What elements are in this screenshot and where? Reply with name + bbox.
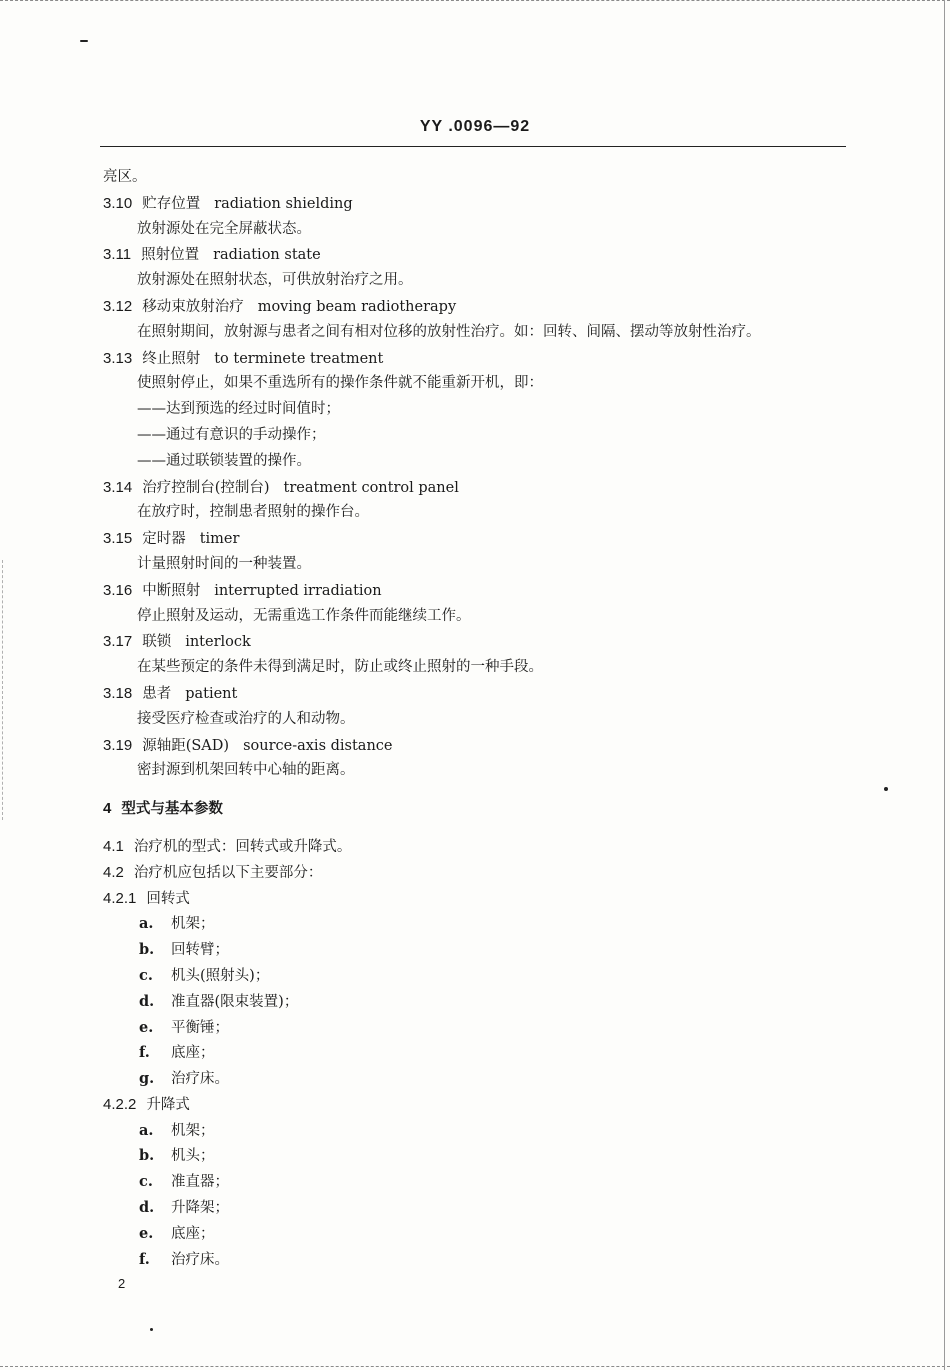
clause-number: 3.19: [103, 736, 133, 754]
clause-text: 治疗机应包括以下主要部分：: [133, 864, 323, 881]
list-item: [103, 1015, 883, 1041]
term-english: radiation state: [213, 247, 321, 264]
clause-number: 3.18: [103, 684, 133, 702]
clause-number: 4.2: [103, 863, 124, 881]
clause-number: 3.11: [103, 246, 132, 264]
term-heading: [103, 191, 883, 217]
term-chinese: 联锁: [142, 634, 172, 651]
term-chinese: 中断照射: [142, 582, 201, 599]
list-item: [103, 1143, 883, 1169]
list-item-letter: f.: [139, 1044, 150, 1062]
clause-number: 3.10: [103, 194, 133, 212]
scan-edge-right: [944, 0, 945, 1370]
clause-number: 3.13: [103, 349, 133, 367]
term-english: moving beam radiotherapy: [257, 298, 457, 315]
list-item: [103, 1118, 883, 1144]
term-chinese: 终止照射: [142, 350, 201, 367]
definition-text: ——通过联锁装置的操作。: [137, 452, 311, 469]
list-item-letter: c.: [139, 1173, 153, 1191]
clause-number: 4.1: [103, 837, 124, 855]
term-chinese: 照射位置: [141, 247, 200, 264]
term-heading: [103, 526, 883, 552]
definition-text: 在照射期间，放射源与患者之间有相对位移的放射性治疗。如：回转、间隔、摆动等放射性治疗。: [137, 323, 761, 340]
definition-text: ——通过有意识的手动操作；: [137, 426, 326, 443]
term-english: to terminete treatment: [214, 350, 384, 367]
term-english: interrupted irradiation: [214, 582, 382, 599]
clause-line: [103, 886, 883, 912]
list-item: [103, 1221, 883, 1247]
standard-number-header: YY .0096—92: [419, 118, 531, 135]
clause-line: [103, 834, 883, 860]
list-item-letter: e.: [139, 1018, 154, 1036]
clause-text: 回转式: [146, 890, 190, 907]
list-item-letter: f.: [139, 1250, 150, 1268]
scan-speck: [150, 1328, 153, 1331]
clause-number: 3.12: [103, 297, 133, 315]
term-chinese: 治疗控制台(控制台): [142, 479, 270, 496]
definition-text: 接受医疗检查或治疗的人和动物。: [137, 710, 355, 727]
list-item-letter: d.: [139, 992, 155, 1010]
term-chinese: 移动束放射治疗: [142, 298, 244, 315]
list-item: [103, 1169, 883, 1195]
list-item-text: 机架；: [171, 916, 215, 933]
scan-edge-bottom: [0, 1366, 950, 1367]
clause-text: 治疗机的型式：回转式或升降式。: [133, 838, 352, 855]
list-item-text: 底座；: [171, 1225, 215, 1242]
list-item: [103, 911, 883, 937]
definition-text: 使照射停止，如果不重选所有的操作条件就不能重新开机，即：: [137, 375, 543, 392]
list-item-letter: d.: [139, 1199, 155, 1217]
section-heading: [103, 796, 883, 822]
clause-line: [103, 860, 883, 886]
term-heading: [103, 629, 883, 655]
definition-text: 计量照射时间的一种装置。: [137, 555, 311, 572]
definition-text: 放射源处在完全屏蔽状态。: [137, 220, 311, 237]
clause-number: 3.16: [103, 581, 133, 599]
clause-number: 4.2.1: [103, 889, 137, 907]
definition-text: 停止照射及运动，无需重选工作条件而能继续工作。: [137, 607, 471, 624]
term-english: source-axis distance: [243, 737, 393, 754]
term-heading: [103, 681, 883, 707]
scan-edge-left: [2, 560, 3, 820]
vertical-gap: [103, 822, 883, 834]
list-item: [103, 963, 883, 989]
term-heading: [103, 475, 883, 501]
term-chinese: 源轴距(SAD): [142, 737, 230, 754]
list-item-text: 底座；: [171, 1045, 215, 1062]
list-item-letter: g.: [139, 1070, 155, 1088]
definition-text: 放射源处在照射状态，可供放射治疗之用。: [137, 272, 413, 289]
term-chinese: 贮存位置: [142, 195, 201, 212]
scan-edge-top: [0, 0, 950, 1]
list-item-letter: b.: [139, 1147, 155, 1165]
term-chinese: 患者: [142, 685, 172, 702]
term-english: treatment control panel: [283, 479, 459, 496]
vertical-gap: [103, 784, 883, 796]
list-item-text: 回转臂；: [171, 942, 229, 959]
clause-number: 3.17: [103, 633, 133, 651]
term-chinese: 定时器: [142, 531, 186, 548]
list-item-text: 治疗床。: [171, 1071, 229, 1088]
definition-text: 在放疗时，控制患者照射的操作台。: [137, 504, 369, 521]
list-item-text: 准直器；: [171, 1174, 229, 1191]
section-number: 4: [103, 800, 112, 818]
list-item-text: 平衡锤；: [171, 1019, 229, 1036]
term-heading: [103, 578, 883, 604]
list-item-text: 治疗床。: [171, 1251, 229, 1268]
term-english: radiation shielding: [214, 195, 353, 212]
list-item-text: 升降架；: [171, 1200, 229, 1217]
clause-number: 3.15: [103, 530, 133, 548]
term-english: patient: [185, 685, 238, 702]
page-number: 2: [118, 1276, 126, 1291]
clause-number: 4.2.2: [103, 1095, 137, 1113]
list-item-letter: c.: [139, 966, 153, 984]
definition-text: ——达到预选的经过时间值时；: [137, 401, 340, 418]
list-item-text: 机头；: [171, 1148, 215, 1165]
list-item: [103, 1066, 883, 1092]
list-item-letter: b.: [139, 941, 155, 959]
list-item-text: 机架；: [171, 1122, 215, 1139]
document-body: [103, 165, 883, 1272]
term-heading: [103, 733, 883, 759]
header-rule: [100, 146, 846, 147]
list-item-letter: e.: [139, 1224, 154, 1242]
scan-speck: [80, 40, 88, 42]
list-item: [103, 937, 883, 963]
term-english: interlock: [185, 634, 251, 651]
definition-text: 密封源到机架回转中心轴的距离。: [137, 762, 355, 779]
continued-text: 亮区。: [103, 169, 147, 185]
term-english: timer: [199, 531, 240, 548]
list-item: [103, 1195, 883, 1221]
list-item: [103, 1247, 883, 1273]
scan-speck: [884, 787, 888, 791]
list-item: [103, 1040, 883, 1066]
term-heading: [103, 294, 883, 320]
list-item-letter: a.: [139, 1121, 154, 1139]
list-item-text: 准直器(限束装置)；: [171, 993, 299, 1010]
clause-text: 升降式: [146, 1096, 190, 1113]
list-item: [103, 989, 883, 1015]
term-heading: [103, 346, 883, 372]
list-item-text: 机头(照射头)；: [171, 967, 270, 984]
term-heading: [103, 242, 883, 268]
clause-line: [103, 1092, 883, 1118]
section-title: 型式与基本参数: [121, 800, 223, 818]
clause-number: 3.14: [103, 478, 133, 496]
list-item-letter: a.: [139, 915, 154, 933]
definition-text: 在某些预定的条件未得到满足时，防止或终止照射的一种手段。: [137, 659, 543, 676]
